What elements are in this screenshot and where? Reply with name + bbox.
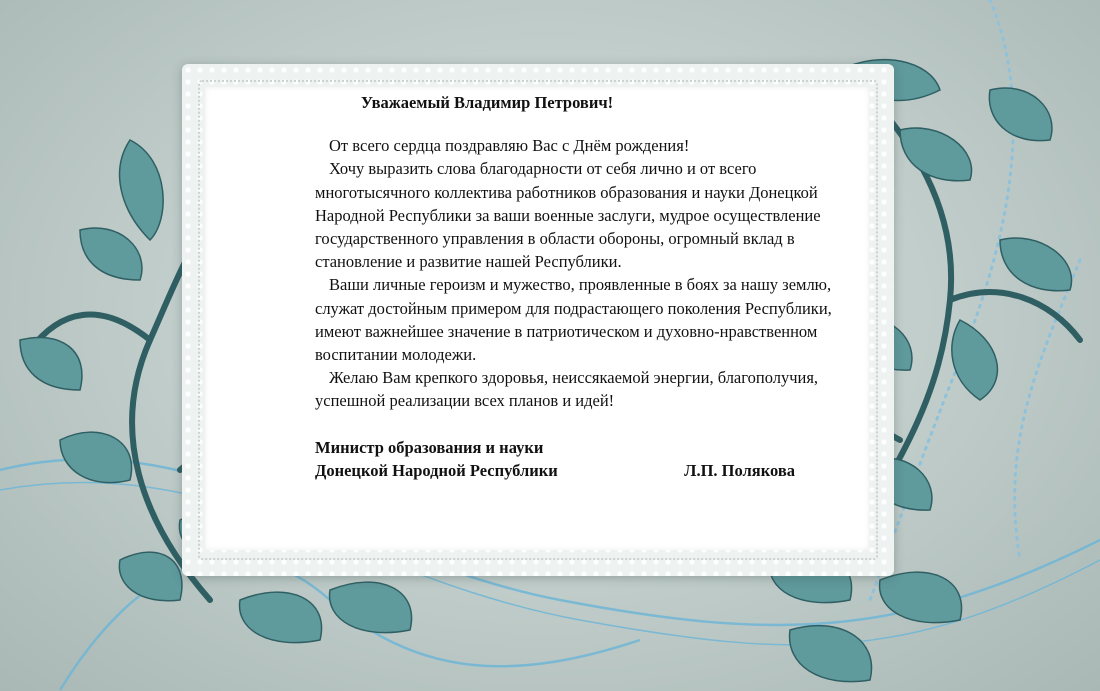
letter-sheet [205, 87, 869, 550]
signature-block [315, 436, 839, 482]
letter-paragraph: Хочу выразить слова благодарности от себя лично и от всего многотысячного коллектива работников образования и науки Донецкой Народной Республики за ваши военные заслуги, мудрое осуществление государственного управления в области обороны, огромный вклад в становление и развитие нашей Республики. [315, 159, 821, 272]
letter-paragraph: Желаю Вам крепкого здоровья, неиссякаемой энергии, благополучия, успешной реализации всех планов и идей! [315, 368, 819, 411]
letter-paragraph: От всего сердца поздравляю Вас с Днём рождения! [329, 136, 690, 156]
signer-name: Л.П. Полякова [684, 460, 795, 480]
signer-organization: Донецкой Народной Республики [315, 460, 558, 480]
letter-greeting: Уважаемый Владимир Петрович! [360, 93, 614, 112]
signer-title: Министр образования и науки [315, 437, 544, 457]
letter-paragraph: Ваши личные героизм и мужество, проявленные в боях за нашу землю, служат достойным примером для подрастающего поколения Республики, имеют важнейшее значение в патриотическом и духовно-нравственном воспитании молодежи. [315, 275, 832, 365]
